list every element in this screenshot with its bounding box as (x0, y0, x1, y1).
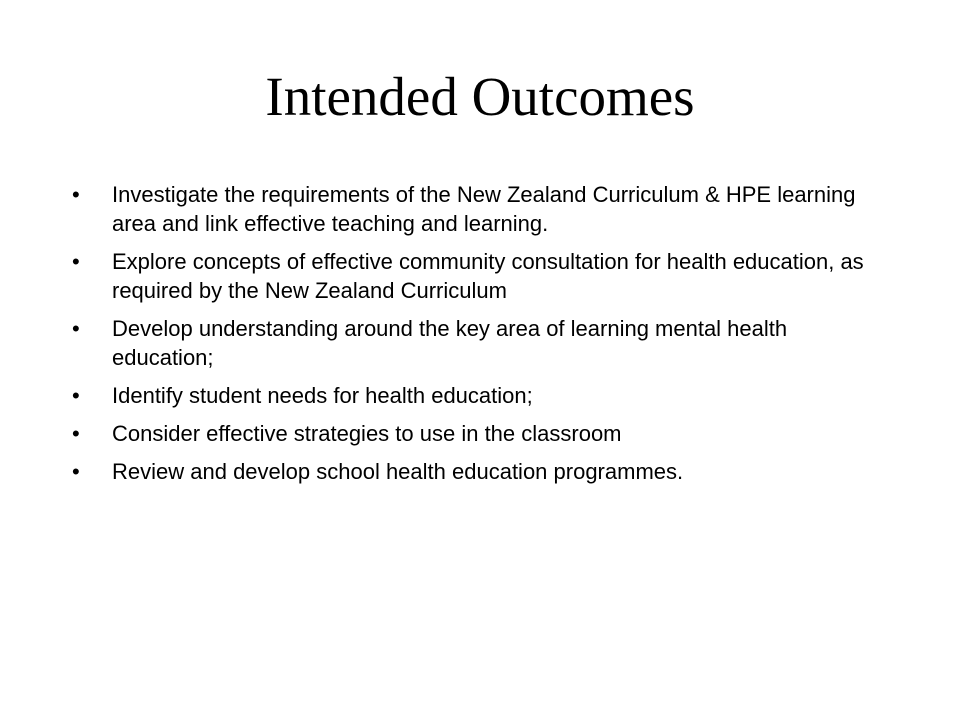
list-item-text: Consider effective strategies to use in the classroom (112, 421, 622, 446)
bullet-icon: • (72, 383, 80, 408)
outcomes-list (72, 180, 888, 495)
list-item (72, 180, 888, 238)
slide-title: Intended Outcomes (265, 66, 695, 127)
list-item-text: Develop understanding around the key area of learning mental health education; (112, 316, 788, 370)
list-item (72, 457, 888, 486)
list-item-text: Investigate the requirements of the New Zealand Curriculum & HPE learning area and link effective teaching and learning. (112, 182, 856, 236)
list-item (72, 381, 888, 410)
list-item-text: Explore concepts of effective community consultation for health education, as required by the New Zealand Curriculum (112, 249, 864, 303)
bullet-icon: • (72, 459, 80, 484)
bullet-icon: • (72, 421, 80, 446)
bullet-icon: • (72, 182, 80, 207)
list-item-text: Identify student needs for health education; (112, 383, 533, 408)
list-item (72, 419, 888, 448)
bullet-icon: • (72, 249, 80, 274)
bullet-icon: • (72, 316, 80, 341)
list-item (72, 247, 888, 305)
list-item-text: Review and develop school health education programmes. (112, 459, 684, 484)
list-item (72, 314, 888, 372)
